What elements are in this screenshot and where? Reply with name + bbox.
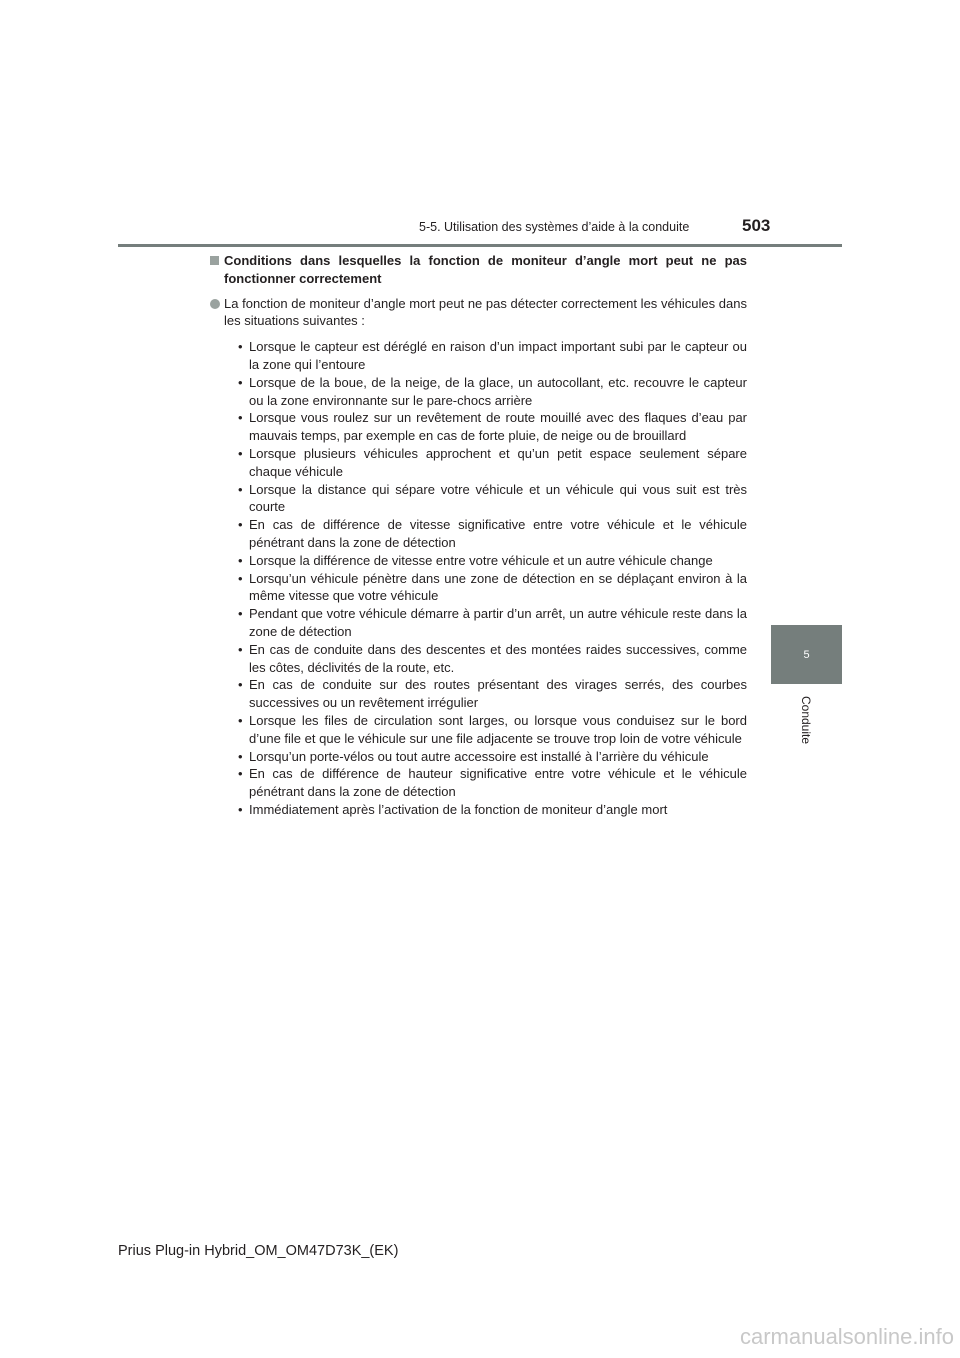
- section-heading: [209, 252, 747, 288]
- list-item: [209, 445, 747, 481]
- list-item: [209, 801, 747, 819]
- list-item-text: Pendant que votre véhicule démarre à partir d’un arrêt, un autre véhicule reste dans la zone de détection: [249, 606, 747, 639]
- bullet-dot-icon: •: [238, 552, 243, 568]
- main-content: [209, 252, 747, 819]
- bullet-dot-icon: •: [238, 766, 243, 782]
- bullet-dot-icon: •: [238, 712, 243, 728]
- list-item-text: Lorsque vous roulez sur un revêtement de route mouillé avec des flaques d’eau par mauvais temps, par exemple en cas de forte pluie, de neige ou de brouillard: [249, 410, 747, 444]
- bullet-dot-icon: •: [238, 517, 243, 533]
- list-item: [209, 516, 747, 552]
- list-item-text: Lorsque la distance qui sépare votre véhicule et un véhicule qui vous suit est très courte: [249, 481, 747, 515]
- list-item: [209, 374, 747, 410]
- list-item-text: Lorsque les files de circulation sont larges, ou lorsque vous conduisez sur le bord d’une file et que le véhicule sur une file adjacente se trouve trop loin de votre véhicule: [249, 712, 747, 746]
- list-item-text: En cas de différence de vitesse significative entre votre véhicule et le véhicule pénétrant dans la zone de détection: [249, 517, 747, 550]
- list-item-text: Lorsque plusieurs véhicules approchent et qu’un petit espace seulement sépare chaque véhicule: [249, 445, 747, 479]
- bullet-dot-icon: •: [238, 481, 243, 497]
- chapter-number: 5: [803, 648, 810, 661]
- bullet-dot-icon: •: [238, 339, 243, 355]
- bullet-dot-icon: •: [238, 445, 243, 461]
- section-heading-text: Conditions dans lesquelles la fonction de moniteur d’angle mort peut ne pas fonctionner correctement: [224, 253, 747, 286]
- chapter-label-text: Conduite: [799, 695, 814, 745]
- list-item: [209, 676, 747, 712]
- bullet-dot-icon: •: [238, 748, 243, 764]
- list-item-text: Lorsque le capteur est déréglé en raison d’un impact important subi par le capteur ou la zone qui l’entoure: [249, 339, 747, 372]
- bullet-dot-icon: •: [238, 570, 243, 586]
- bullet-dot-icon: •: [238, 410, 243, 426]
- bullet-dot-icon: •: [238, 641, 243, 657]
- watermark: carmanualsonline.info: [739, 1324, 954, 1349]
- section-title: 5-5. Utilisation des systèmes d’aide à la conduite: [419, 220, 690, 234]
- list-item: [209, 641, 747, 677]
- list-item: [209, 748, 747, 766]
- list-item: [209, 409, 747, 445]
- intro-paragraph: [209, 295, 747, 331]
- header-divider: [118, 244, 842, 247]
- list-item: [209, 481, 747, 517]
- condition-list: [209, 338, 747, 819]
- list-item-text: Lorsqu’un porte-vélos ou tout autre accessoire est installé à l’arrière du véhicule: [249, 748, 709, 764]
- list-item-text: Immédiatement après l’activation de la fonction de moniteur d’angle mort: [249, 801, 668, 817]
- list-item: [209, 570, 747, 606]
- bullet-dot-icon: •: [238, 606, 243, 622]
- list-item: [209, 552, 747, 570]
- chapter-label: [771, 690, 842, 750]
- list-item-text: En cas de conduite sur des routes présentant des virages serrés, des courbes successives ou un revêtement irrégulier: [249, 677, 747, 711]
- bullet-dot-icon: •: [238, 374, 243, 390]
- list-item-text: En cas de différence de hauteur significative entre votre véhicule et le véhicule pénétrant dans la zone de détection: [249, 766, 747, 800]
- list-item-text: Lorsque de la boue, de la neige, de la glace, un autocollant, etc. recouvre le capteur ou la zone environnante sur le pare-chocs arrière: [249, 374, 747, 408]
- page-number: 503: [742, 216, 771, 235]
- bullet-dot-icon: •: [238, 677, 243, 693]
- list-item-text: Lorsqu’un véhicule pénètre dans une zone de détection en se déplaçant environ à la même vitesse que votre véhicule: [249, 570, 747, 604]
- list-item-text: En cas de conduite dans des descentes et des montées raides successives, comme les côtes, déclivités de la route, etc.: [249, 641, 747, 675]
- intro-text: La fonction de moniteur d’angle mort peut ne pas détecter correctement les véhicules dans les situations suivantes :: [224, 295, 747, 329]
- square-bullet-icon: [210, 256, 219, 265]
- list-item: [209, 712, 747, 748]
- chapter-tab: [771, 625, 842, 684]
- list-item: [209, 765, 747, 801]
- list-item-text: Lorsque la différence de vitesse entre votre véhicule et un autre véhicule change: [249, 552, 713, 568]
- bullet-dot-icon: •: [238, 801, 243, 817]
- list-item: [209, 605, 747, 641]
- list-item: [209, 338, 747, 374]
- document-footer: Prius Plug-in Hybrid_OM_OM47D73K_(EK): [118, 1243, 399, 1259]
- circle-bullet-icon: [210, 299, 220, 309]
